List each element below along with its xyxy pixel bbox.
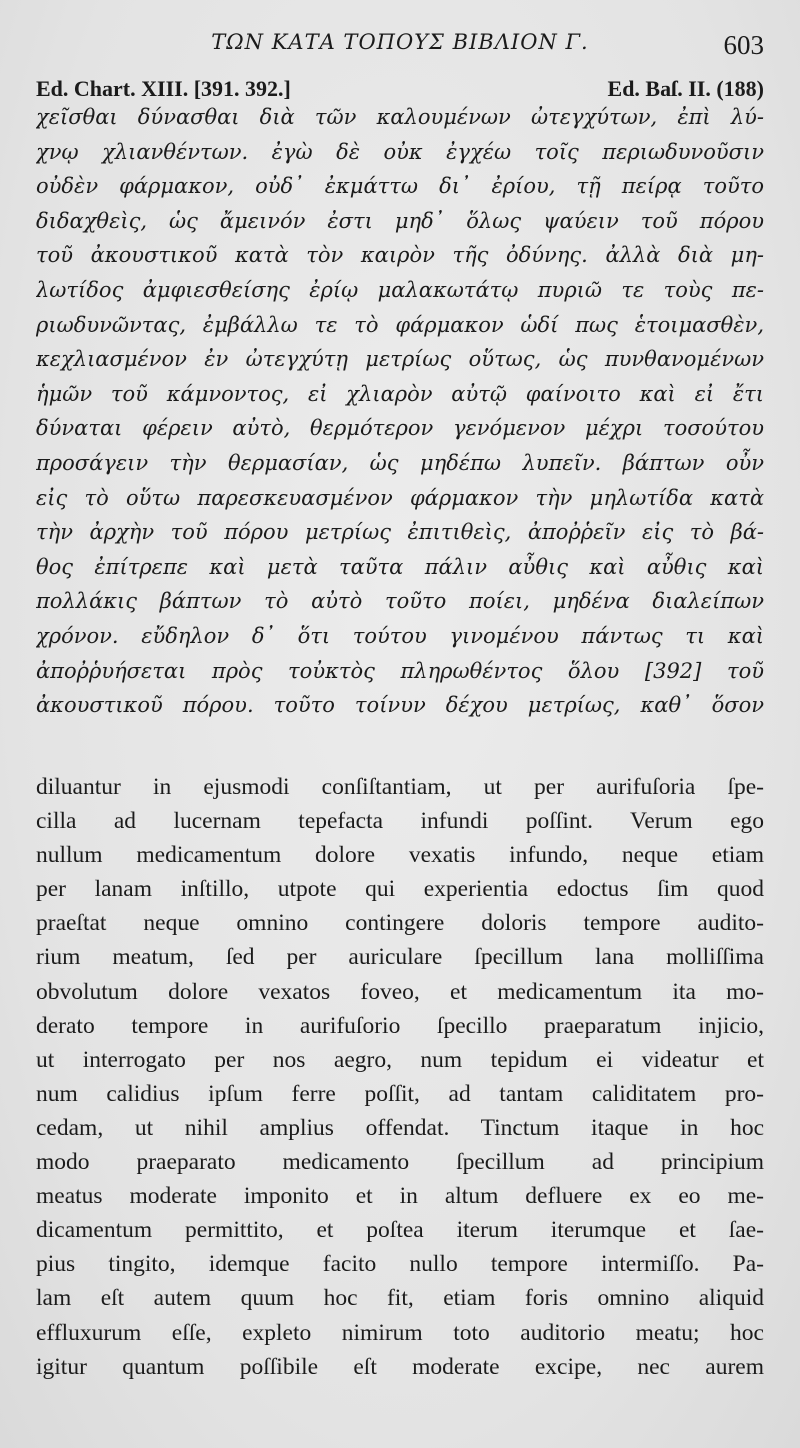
greek-line: τὴν ἀρχὴν τοῦ πόρου μετρίως ἐπιτιθεὶς, ἀποῤῥεῖν εἰς τὸ βά- bbox=[36, 520, 764, 545]
greek-line: τοῦ ἀκουστικοῦ κατὰ τὸν καιρὸν τῆς ὀδύνης. ἀλλὰ διὰ μη- bbox=[36, 243, 764, 268]
greek-line: ἀποῤῥυήσεται πρὸς τοὐκτὸς πληρωθέντος ὅλου [392] τοῦ bbox=[36, 658, 764, 683]
latin-line: num calidius ipſum ferre poſſit, ad tantam caliditatem pro- bbox=[36, 1080, 764, 1107]
latin-line: nullum medicamentum dolore vexatis infundo, neque etiam bbox=[36, 842, 764, 869]
running-title: ΤΩΝ ΚΑΤΑ ΤΟΠΟΥΣ ΒΙΒΛΙΟΝ Γ. bbox=[211, 30, 589, 54]
greek-line: κεχλιασμένον ἐν ὠτεγχύτῃ μετρίως οὕτως, ὡς πυνθανομένων bbox=[36, 347, 764, 372]
latin-line: cilla ad lucernam tepefacta infundi poſſint. Verum ego bbox=[36, 808, 764, 835]
latin-line: igitur quantum poſſibile eſt moderate excipe, nec aurem bbox=[36, 1353, 764, 1380]
greek-line: προσάγειν τὴν θερμασίαν, ὡς μηδέπω λυπεῖν. βάπτων οὖν bbox=[36, 450, 764, 475]
greek-line: πολλάκις βάπτων τὸ αὐτὸ τοῦτο ποίει, μηδένα διαλείπων bbox=[36, 589, 764, 614]
latin-line: per lanam inſtillo, utpote qui experientia edoctus ſim quod bbox=[36, 876, 764, 903]
edition-basel-reference: Ed. Baſ. II. (188) bbox=[607, 76, 764, 101]
edition-chartier-reference: Ed. Chart. XIII. [391. 392.] bbox=[36, 76, 291, 101]
greek-line: ἡμῶν τοῦ κάμνοντος, εἰ χλιαρὸν αὐτῷ φαίνοιτο καὶ εἰ ἔτι bbox=[36, 381, 764, 406]
latin-line: rium meatum, ſed per auriculare ſpecillum lana molliſſima bbox=[36, 944, 764, 971]
latin-line: praeſtat neque omnino contingere doloris tempore audito- bbox=[36, 910, 764, 937]
latin-line: dicamentum permittito, et poſtea iterum iterumque et ſae- bbox=[36, 1217, 764, 1244]
running-head bbox=[0, 30, 800, 64]
page-number: 603 bbox=[723, 30, 764, 60]
greek-line: χεῖσθαι δύνασθαι διὰ τῶν καλουμένων ὠτεγχύτων, ἐπὶ λύ- bbox=[36, 105, 764, 129]
greek-line: χρόνον. εὔδηλον δ᾽ ὅτι τούτου γινομένου πάντως τι καὶ bbox=[36, 623, 764, 648]
latin-line: effluxurum eſſe, expleto nimirum toto auditorio meatu; hoc bbox=[36, 1319, 764, 1346]
greek-text-block bbox=[36, 100, 764, 723]
greek-line: λωτίδος ἀμφιεσθείσης ἐρίῳ μαλακωτάτῳ πυριῶ τε τοὺς πε- bbox=[36, 277, 764, 302]
latin-translation-block bbox=[36, 770, 764, 1384]
latin-line: ut interrogato per nos aegro, num tepidum ei videatur et bbox=[36, 1046, 764, 1073]
latin-line: pius tingito, idemque facito nullo tempore intermiſſo. Pa- bbox=[36, 1251, 764, 1278]
greek-line: εἰς τὸ οὕτω παρεσκευασμένον φάρμακον τὴν μηλωτίδα κατὰ bbox=[36, 485, 764, 510]
greek-line: ριωδυνῶντας, ἐμβάλλω τε τὸ φάρμακον ὡδί πως ἑτοιμασθὲν, bbox=[36, 312, 764, 337]
greek-line: ἀκουστικοῦ πόρου. τοῦτο τοίνυν δέχου μετρίως, καθ᾽ ὅσον bbox=[36, 693, 764, 718]
latin-line: modo praeparato medicamento ſpecillum ad principium bbox=[36, 1149, 764, 1176]
latin-line: obvolutum dolore vexatos foveo, et medicamentum ita mo- bbox=[36, 978, 764, 1005]
latin-line: diluantur in ejusmodi conſiſtantiam, ut per aurifuſoria ſpe- bbox=[36, 774, 764, 800]
latin-line: lam eſt autem quum hoc fit, etiam foris omnino aliquid bbox=[36, 1285, 764, 1312]
greek-line: οὐδὲν φάρμακον, οὐδ᾽ ἐκμάττω δι᾽ ἐρίου, τῇ πείρᾳ τοῦτο bbox=[36, 174, 764, 199]
greek-line: θος ἐπίτρεπε καὶ μετὰ ταῦτα πάλιν αὖθις καὶ αὖθις καὶ bbox=[36, 554, 764, 579]
greek-line: χνῳ χλιανθέντων. ἐγὼ δὲ οὐκ ἐγχέω τοῖς περιωδυνοῦσιν bbox=[36, 139, 764, 164]
latin-line: meatus moderate imponito et in altum defluere ex eo me- bbox=[36, 1183, 764, 1210]
greek-line: δύναται φέρειν αὐτὸ, θερμότερον γενόμενον μέχρι τοσούτου bbox=[36, 416, 764, 441]
greek-line: διδαχθεὶς, ὡς ἄμεινόν ἐστι μηδ᾽ ὅλως ψαύειν τοῦ πόρου bbox=[36, 208, 764, 233]
latin-line: derato tempore in aurifuſorio ſpecillo praeparatum injicio, bbox=[36, 1012, 764, 1039]
latin-line: cedam, ut nihil amplius offendat. Tinctum itaque in hoc bbox=[36, 1114, 764, 1141]
